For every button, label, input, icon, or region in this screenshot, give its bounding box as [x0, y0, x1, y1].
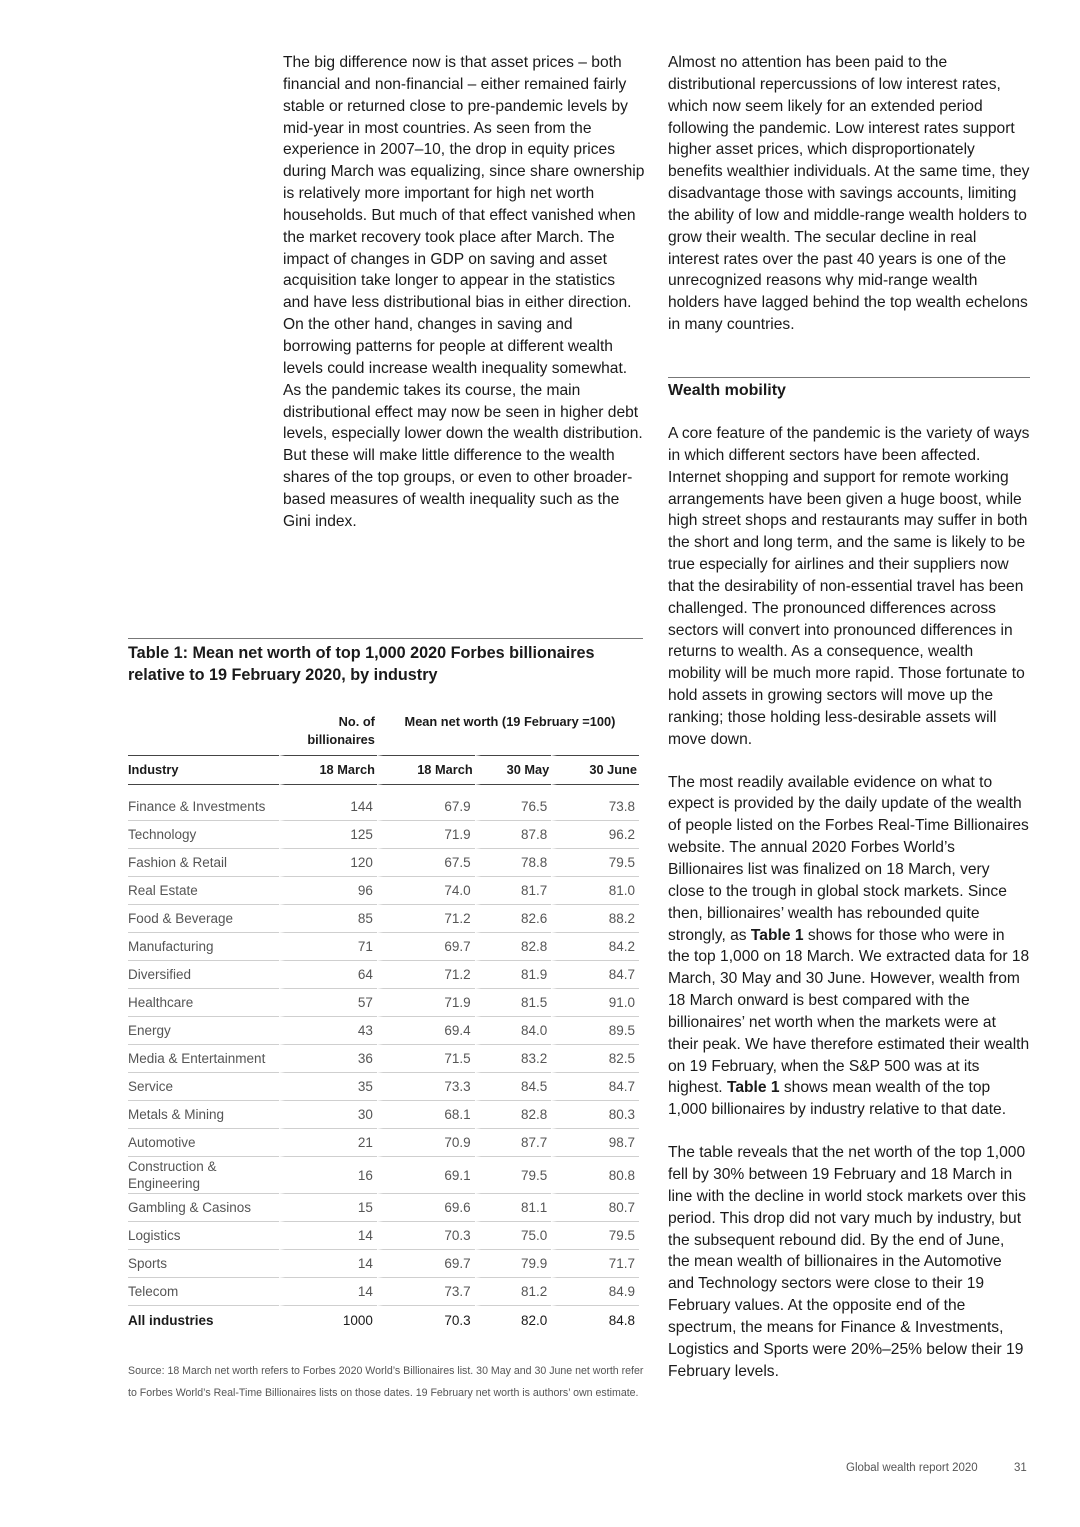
table-total-row: [128, 1305, 639, 1334]
table-cell-may: 87.7: [475, 1128, 552, 1156]
column-header-industry: Industry: [128, 755, 279, 785]
table-cell-count: 16: [279, 1156, 377, 1193]
table-cell-industry: Energy: [128, 1016, 279, 1044]
table-cell-may: 81.5: [475, 988, 552, 1016]
table-cell-march: 71.9: [377, 820, 475, 848]
table-cell-june: 98.7: [551, 1128, 639, 1156]
page-number: 31: [1014, 1462, 1027, 1474]
table-cell-industry: Real Estate: [128, 876, 279, 904]
table-cell-june: 80.7: [551, 1193, 639, 1221]
table-cell-june: 80.3: [551, 1100, 639, 1128]
table-cell-june: 89.5: [551, 1016, 639, 1044]
table-cell-march: 67.9: [377, 793, 475, 820]
table-cell-june: 84.9: [551, 1277, 639, 1305]
table-cell-march: 69.6: [377, 1193, 475, 1221]
table-cell-may: 81.9: [475, 960, 552, 988]
table-cell-count: 36: [279, 1044, 377, 1072]
table-cell-june: 91.0: [551, 988, 639, 1016]
table-cell-may: 83.2: [475, 1044, 552, 1072]
table-cell-industry: Telecom: [128, 1277, 279, 1305]
table-cell-industry: Food & Beverage: [128, 904, 279, 932]
section-divider: [668, 377, 1030, 402]
table-cell-march: 69.7: [377, 932, 475, 960]
right-text-column: [668, 52, 1030, 1382]
table-cell-may: 75.0: [475, 1221, 552, 1249]
table-cell-count: 64: [279, 960, 377, 988]
table-cell-count: 1000: [279, 1305, 377, 1334]
table-cell-march: 69.1: [377, 1156, 475, 1193]
table-cell-may: 79.5: [475, 1156, 552, 1193]
body-paragraph: A core feature of the pandemic is the variety of ways in which different sectors have been affected. Internet shopping and support for remote working arrangements have been given a huge boost, while high street shops and restaurants may suffer in both the short and long term, and the same is likely to be true especially for airlines and their suppliers now that the desirability of non-essential travel has been challenged. The pronounced differences across sectors will convert into pronounced differences in returns to wealth. As a consequence, wealth mobility will be much more rapid. Those fortunate to hold assets in growing sectors will move up the ranking; those holding less-desirable assets will move down.: [668, 424, 1030, 748]
table-cell-count: 35: [279, 1072, 377, 1100]
table-cell-march: 73.7: [377, 1277, 475, 1305]
table-cell-june: 79.5: [551, 1221, 639, 1249]
table-cell-industry: Metals & Mining: [128, 1100, 279, 1128]
table-cell-june: 84.7: [551, 1072, 639, 1100]
table-cell-may: 87.8: [475, 820, 552, 848]
table-cell-june: 81.0: [551, 876, 639, 904]
body-paragraph: Almost no attention has been paid to the distributional repercussions of low interest rates, which now seem likely for an extended period following the pandemic. Low interest rates support higher asset prices, which disproportionately benefits wealthier individuals. At the same time, they disadvantage those with savings accounts, limiting the ability of low and middle-range wealth holders to grow their wealth. The secular decline in real interest rates over the past 40 years is one of the unrecognized reasons why mid-range wealth holders have lagged behind the top wealth echelons in many countries.: [668, 54, 1030, 334]
table-row: [128, 793, 639, 820]
table-header-count: No. of billionaires: [279, 713, 377, 755]
table-row: [128, 1072, 639, 1100]
footer-report-title: Global wealth report 2020: [846, 1462, 978, 1474]
table-row: [128, 1100, 639, 1128]
table-cell-count: 120: [279, 848, 377, 876]
table-cell-count: 125: [279, 820, 377, 848]
table-cell-may: 82.6: [475, 904, 552, 932]
table-cell-count: 14: [279, 1221, 377, 1249]
table-title: Table 1: Mean net worth of top 1,000 2020 Forbes billionaires relative to 19 February 2020, by industry: [128, 644, 595, 684]
table-cell-industry: Construction & Engineering: [128, 1156, 279, 1193]
table-reference-link[interactable]: Table 1: [750, 926, 804, 944]
table-row: [128, 932, 639, 960]
body-paragraph: The big difference now is that asset prices – both financial and non-financial – either remained fairly stable or returned close to pre-pandemic levels by mid-year in most countries. As seen from the experience in 2007–10, the drop in equity prices during March was equalizing, since share ownership is relatively more important for high net worth households. But much of that effect vanished when the market recovery took place after March. The impact of changes in GDP on saving and asset acquisition take longer to appear in the statistics and have less distributional bias in either direction. On the other hand, changes in saving and borrowing patterns for people at different wealth levels could increase wealth inequality somewhat. As the pandemic takes its course, the main distributional effect may now be seen in higher debt levels, especially lower down the wealth distribution. But these will make little difference to the wealth shares of the top groups, or even to other broader-based measures of wealth inequality such as the Gini index.: [283, 54, 645, 530]
table-row: [128, 1016, 639, 1044]
table-row: [128, 876, 639, 904]
table-cell-march: 69.7: [377, 1249, 475, 1277]
table-cell-industry: Service: [128, 1072, 279, 1100]
net-worth-table: [128, 713, 639, 1334]
table-row: [128, 960, 639, 988]
table-cell-industry: Logistics: [128, 1221, 279, 1249]
table-cell-industry: Gambling & Casinos: [128, 1193, 279, 1221]
table-cell-count: 85: [279, 904, 377, 932]
table-source-note: Source: 18 March net worth refers to Forbes 2020 World’s Billionaires list. 30 May and 30 June net worth refer to Forbes World’s Real-Time Billionaires lists on those dates. 19 February net worth is authors’ own estimate.: [128, 1365, 644, 1399]
table-cell-march: 70.3: [377, 1305, 475, 1334]
table-cell-june: 82.5: [551, 1044, 639, 1072]
table-group-header-row: [128, 713, 639, 755]
paragraph-text: shows mean wealth of the top 1,000 billionaires by industry relative to that date.: [668, 1079, 1007, 1119]
table-cell-count: 21: [279, 1128, 377, 1156]
table-row: [128, 848, 639, 876]
table-cell-industry: Fashion & Retail: [128, 848, 279, 876]
table-reference-link[interactable]: Table 1: [726, 1079, 780, 1097]
table-divider: [128, 638, 643, 639]
table-cell-may: 81.7: [475, 876, 552, 904]
table-row: [128, 1249, 639, 1277]
table-cell-may: 81.1: [475, 1193, 552, 1221]
table-cell-june: 84.8: [551, 1305, 639, 1334]
table-cell-count: 14: [279, 1249, 377, 1277]
table-cell-march: 70.9: [377, 1128, 475, 1156]
table-row: [128, 1221, 639, 1249]
table-row: [128, 988, 639, 1016]
table-cell-may: 78.8: [475, 848, 552, 876]
table-cell-june: 71.7: [551, 1249, 639, 1277]
table-cell-june: 80.8: [551, 1156, 639, 1193]
column-header-march: 18 March: [377, 755, 475, 785]
table-cell-march: 71.2: [377, 904, 475, 932]
paragraph-text: shows for those who were in the top 1,000 on 18 March. We extracted data for 18 March, 30 May and 30 June. However, wealth from 18 March onward is best compared with the billionaires’ net worth when the markets were at their peak. We have therefore estimated their wealth on 19 February, when the S&P 500 was at its highest.: [668, 926, 1030, 1097]
body-paragraph: [668, 772, 1030, 1122]
table-cell-count: 15: [279, 1193, 377, 1221]
table-row: [128, 904, 639, 932]
table-cell-march: 70.3: [377, 1221, 475, 1249]
body-paragraph: The table reveals that the net worth of the top 1,000 fell by 30% between 19 February and 18 March in line with the decline in world stock markets over this period. This drop did not vary much by industry, but the subsequent rebound did. By the end of June, the mean wealth of billionaires in the Automotive and Technology sectors were close to their 19 February values. At the opposite end of the spectrum, the means for Finance & Investments, Logistics and Sports were 20%–25% below their 19 February levels.: [668, 1144, 1026, 1380]
table-cell-march: 71.2: [377, 960, 475, 988]
table-cell-march: 71.9: [377, 988, 475, 1016]
table-cell-june: 79.5: [551, 848, 639, 876]
table-cell-march: 67.5: [377, 848, 475, 876]
column-header-may: 30 May: [475, 755, 552, 785]
table-header-mean: Mean net worth (19 February =100): [377, 713, 639, 755]
column-header-june: 30 June: [551, 755, 639, 785]
industry-table-block: [128, 638, 643, 1334]
table-cell-count: 43: [279, 1016, 377, 1044]
table-cell-june: 73.8: [551, 793, 639, 820]
table-cell-count: 14: [279, 1277, 377, 1305]
table-cell-count: 30: [279, 1100, 377, 1128]
table-cell-may: 79.9: [475, 1249, 552, 1277]
table-row: [128, 1193, 639, 1221]
table-cell-march: 69.4: [377, 1016, 475, 1044]
table-cell-june: 84.2: [551, 932, 639, 960]
table-cell-count: 57: [279, 988, 377, 1016]
table-cell-may: 82.8: [475, 932, 552, 960]
table-cell-industry: Sports: [128, 1249, 279, 1277]
table-row: [128, 1044, 639, 1072]
paragraph-text: The most readily available evidence on what to expect is provided by the daily update of the wealth of people listed on the Forbes Real-Time Billionaires website. The annual 2020 Forbes World’s Billionaires list was finalized on 18 March, very close to the trough in global stock markets. Since then, billionaires’ wealth has rebounded quite strongly, as: [668, 773, 1029, 944]
table-cell-count: 71: [279, 932, 377, 960]
table-cell-may: 82.0: [475, 1305, 552, 1334]
table-cell-may: 84.5: [475, 1072, 552, 1100]
table-cell-industry: Media & Entertainment: [128, 1044, 279, 1072]
table-cell-industry: Manufacturing: [128, 932, 279, 960]
table-row: [128, 1277, 639, 1305]
table-cell-may: 84.0: [475, 1016, 552, 1044]
table-cell-june: 96.2: [551, 820, 639, 848]
section-heading: Wealth mobility: [668, 381, 786, 399]
table-row: [128, 1156, 639, 1193]
table-cell-june: 88.2: [551, 904, 639, 932]
table-column-header-row: [128, 755, 639, 785]
column-header-count-date: 18 March: [279, 755, 377, 785]
table-cell-industry: Technology: [128, 820, 279, 848]
table-row: [128, 1128, 639, 1156]
table-body: [128, 793, 639, 1334]
table-header-empty: [128, 713, 279, 755]
table-cell-industry: Healthcare: [128, 988, 279, 1016]
table-cell-march: 71.5: [377, 1044, 475, 1072]
table-cell-may: 76.5: [475, 793, 552, 820]
table-cell-march: 73.3: [377, 1072, 475, 1100]
left-text-column: [283, 52, 645, 533]
table-cell-industry: Diversified: [128, 960, 279, 988]
table-cell-may: 81.2: [475, 1277, 552, 1305]
table-cell-june: 84.7: [551, 960, 639, 988]
table-cell-count: 96: [279, 876, 377, 904]
table-cell-count: 144: [279, 793, 377, 820]
table-row: [128, 820, 639, 848]
table-cell-industry: Automotive: [128, 1128, 279, 1156]
table-cell-march: 68.1: [377, 1100, 475, 1128]
table-cell-may: 82.8: [475, 1100, 552, 1128]
table-cell-industry: All industries: [128, 1305, 279, 1334]
table-cell-march: 74.0: [377, 876, 475, 904]
table-cell-industry: Finance & Investments: [128, 799, 266, 814]
